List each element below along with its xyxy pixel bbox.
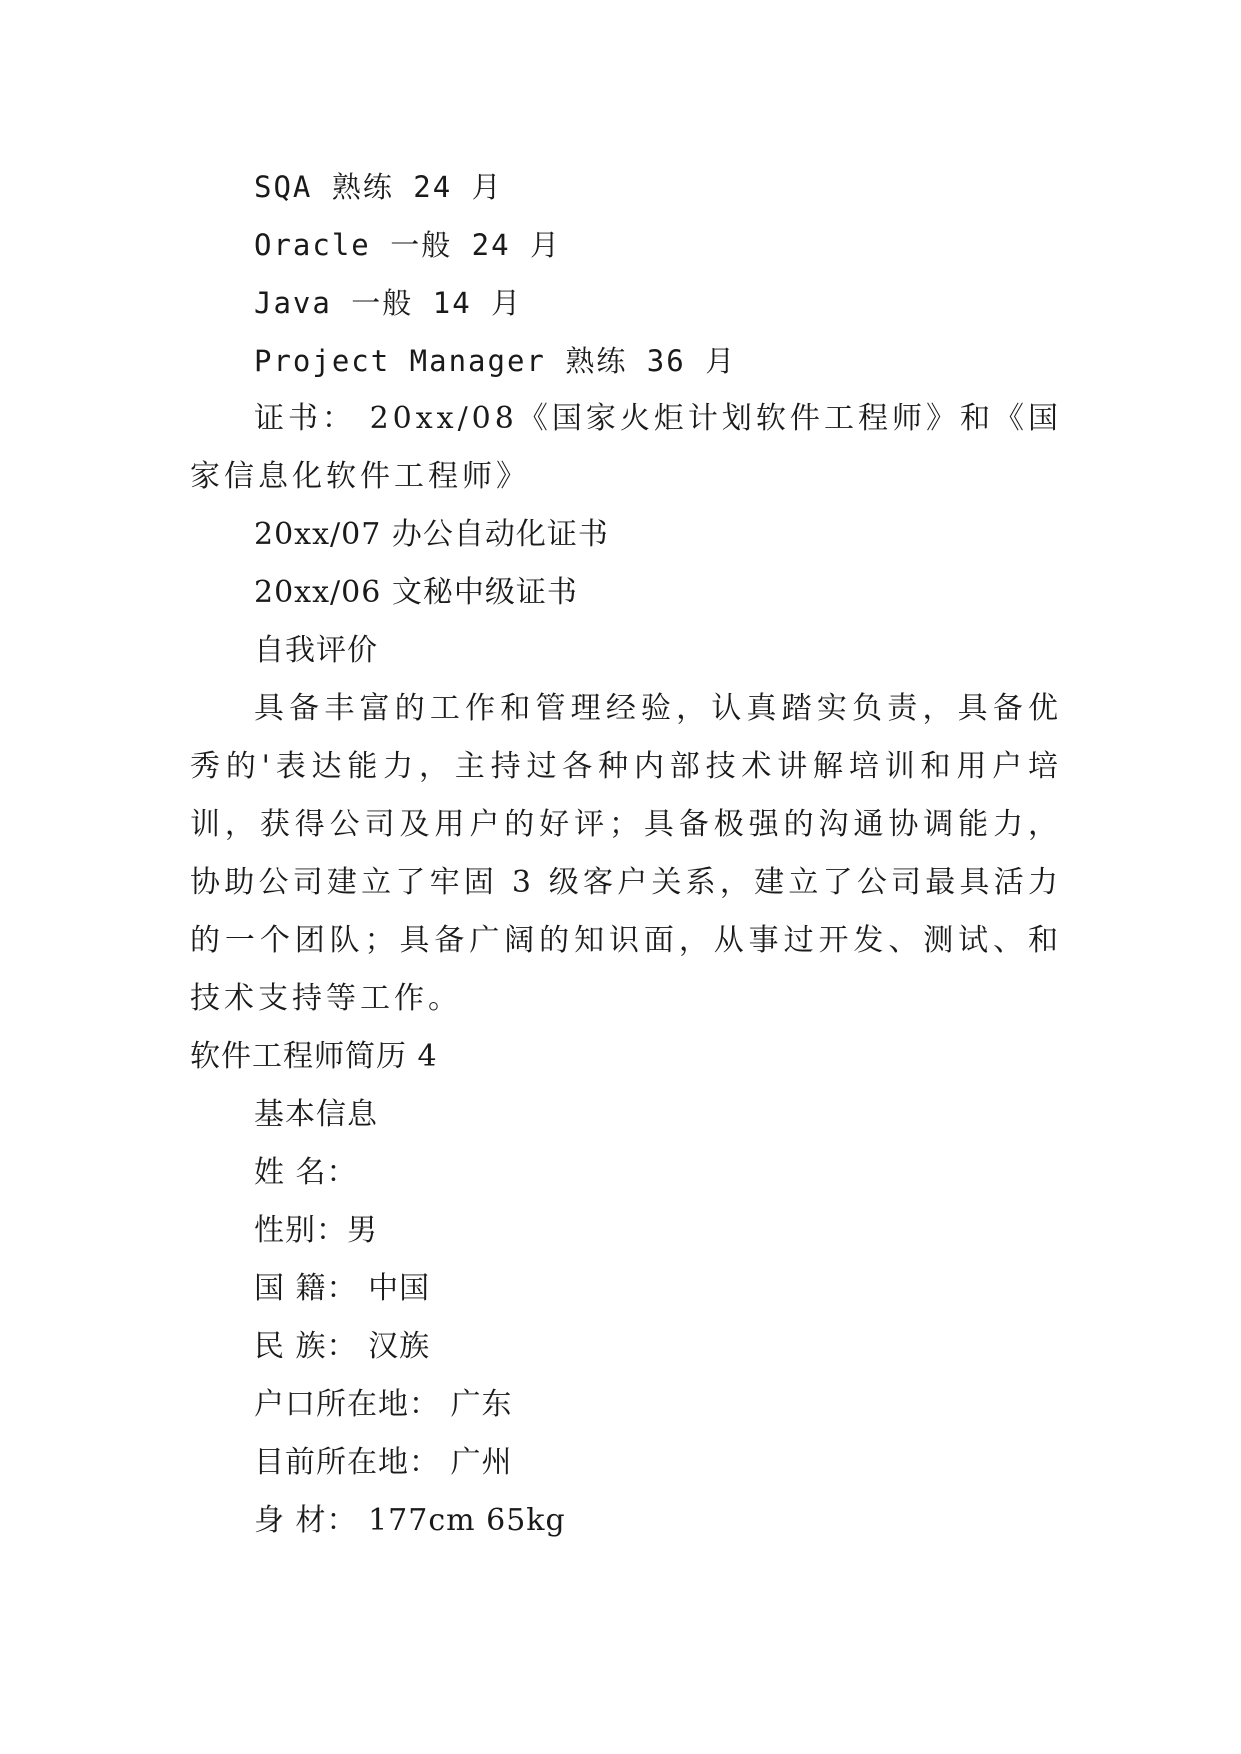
self-evaluation-paragraph: 具备丰富的工作和管理经验，认真踏实负责，具备优秀的'表达能力，主持过各种内部技术讲解培训和用户培训，获得公司及用户的好评；具备极强的沟通协调能力，协助公司建立了牢固 3 级客户关系，建立了公司最具活力的一个团队；具备广阔的知识面，从事过开发、测试、和技术支持等工作。 [190,691,1062,1016]
skill-line: Project Manager 熟练 36 月 [254,344,737,378]
skill-line: Java 一般 14 月 [254,286,523,320]
skill-line: Oracle 一般 24 月 [254,228,562,262]
info-field-gender: 性别：男 [254,1213,378,1248]
info-field-hukou: 户口所在地： 广东 [254,1387,513,1422]
certificate-item: 20xx/06 文秘中级证书 [254,575,578,610]
resume-title: 软件工程师简历 4 [190,1039,438,1074]
info-field-ethnicity: 民 族： 汉族 [254,1329,431,1364]
info-field-name: 姓 名： [254,1155,358,1190]
certificates-paragraph: 证书： 20xx/08《国家火炬计划软件工程师》和《国家信息化软件工程师》 [190,401,1062,494]
document-content [190,158,1062,1550]
self-evaluation-heading: 自我评价 [254,633,378,668]
skill-line: SQA 熟练 24 月 [254,170,503,204]
info-field-physique: 身 材： 177cm 65kg [254,1503,566,1538]
certificate-item: 20xx/07 办公自动化证书 [254,517,609,552]
basic-info-heading: 基本信息 [254,1097,378,1132]
info-field-nationality: 国 籍： 中国 [254,1271,431,1306]
info-field-location: 目前所在地： 广州 [254,1445,513,1480]
